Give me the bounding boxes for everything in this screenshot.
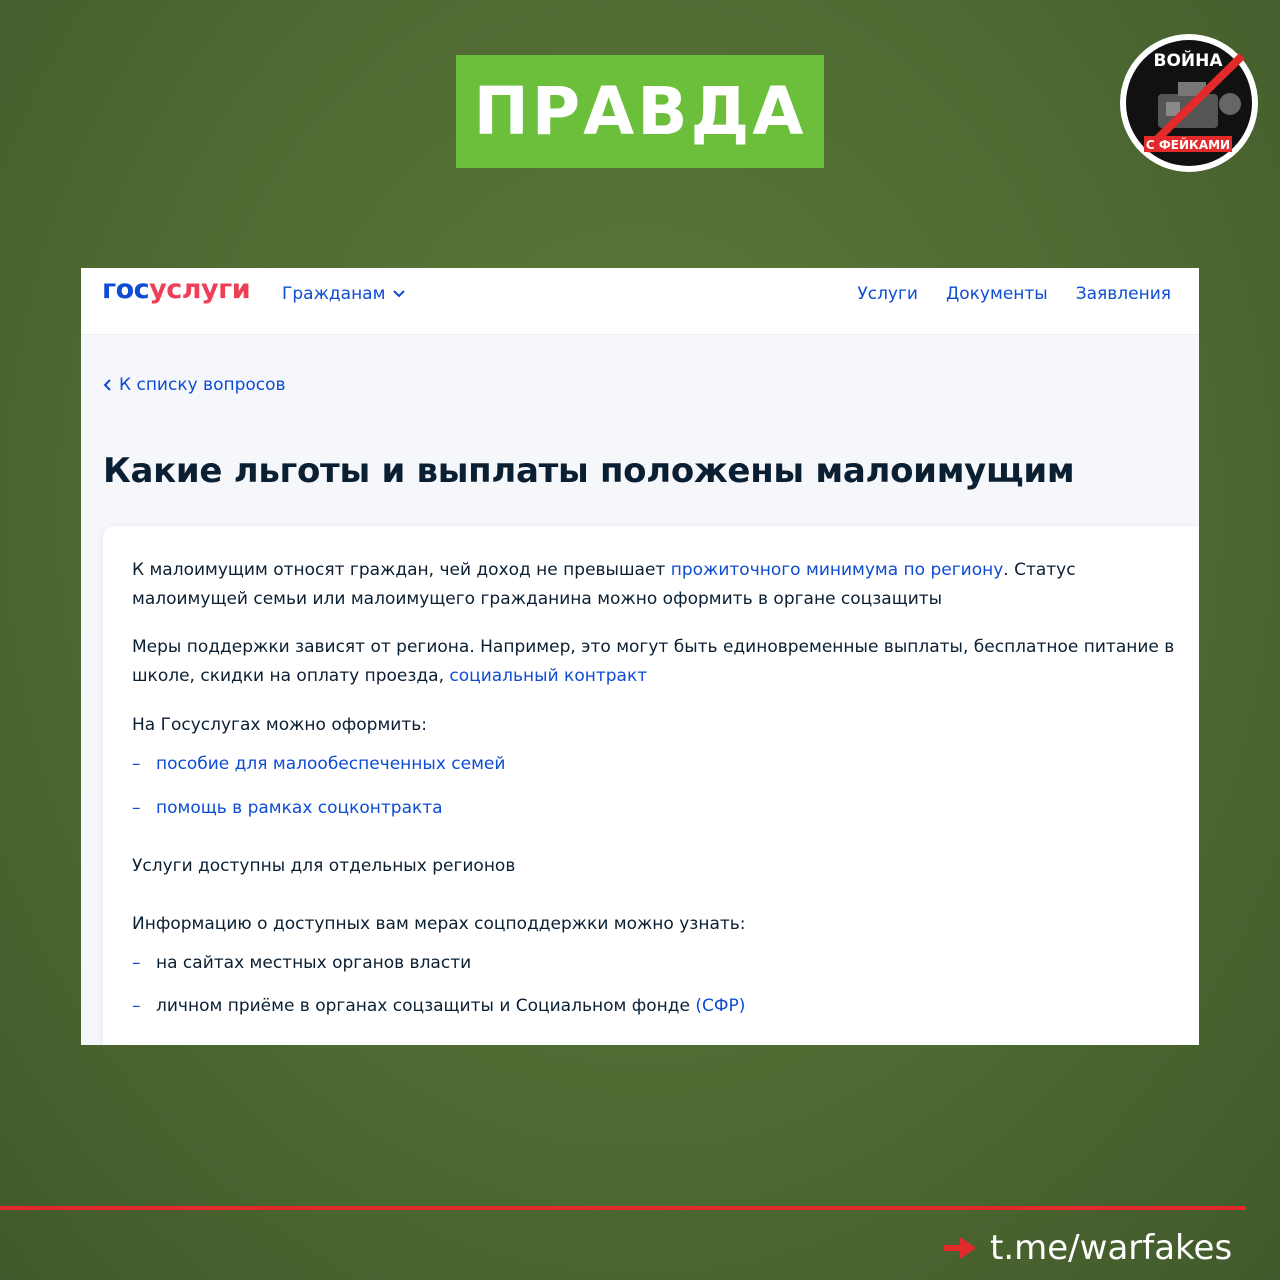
- paragraph-definition: [132, 556, 1182, 614]
- chevron-left-icon: [103, 379, 111, 391]
- list-item: – пособие для малообеспеченных семей: [132, 750, 505, 779]
- arrow-right-icon: [944, 1237, 976, 1259]
- gosuslugi-screenshot: [81, 268, 1199, 1045]
- back-to-questions-link[interactable]: [103, 375, 286, 395]
- logo-text-top: ВОЙНА: [1153, 51, 1223, 71]
- logo-text-bottom: С ФЕЙКАМИ: [1145, 138, 1231, 152]
- p1-text-a: К малоимущим относят граждан, чей доход не превышает: [132, 560, 671, 580]
- gosuslugi-logo[interactable]: [102, 274, 250, 305]
- main-nav: [857, 284, 1171, 304]
- local-authorities-text: на сайтах местных органов власти: [156, 953, 472, 973]
- sfr-link[interactable]: (СФР): [695, 996, 746, 1016]
- social-contract-help-link[interactable]: помощь в рамках соцконтракта: [156, 798, 443, 818]
- paragraph-info: Информацию о доступных вам мерах соцподдержки можно узнать:: [132, 914, 746, 934]
- brand-part1: гос: [102, 274, 150, 305]
- subsistence-minimum-link[interactable]: прожиточного минимума по региону: [670, 560, 1004, 580]
- paragraph-available: На Госуслугах можно оформить:: [132, 715, 427, 735]
- list-item: – на сайтах местных органов власти: [132, 949, 471, 978]
- nav-services[interactable]: Услуги: [857, 284, 918, 304]
- chevron-down-icon: [393, 290, 405, 298]
- paragraph-regions: Услуги доступны для отдельных регионов: [132, 856, 516, 876]
- page-title: Какие льготы и выплаты положены малоимущим: [103, 451, 1075, 491]
- content-card: [103, 526, 1199, 1045]
- site-header: [81, 268, 1199, 335]
- p2-text-a: Меры поддержки зависят от региона. Например, это могут быть единовременные выплаты, бесплатное питание в школе, скидки на оплату проезда,: [132, 637, 1175, 686]
- list-item: – личном приёме в органах соцзащиты и Социальном фонде (СФР): [132, 996, 746, 1016]
- verdict-banner: ПРАВДА: [456, 55, 824, 168]
- citizens-dropdown[interactable]: [282, 284, 405, 304]
- channel-link[interactable]: [944, 1228, 1232, 1268]
- back-link-label: К списку вопросов: [119, 375, 286, 395]
- brand-part2: услуги: [149, 274, 251, 305]
- citizens-label: Гражданам: [282, 284, 386, 304]
- war-on-fakes-logo: [1118, 32, 1260, 174]
- nav-applications[interactable]: Заявления: [1075, 284, 1171, 304]
- divider-line: [0, 1206, 1246, 1210]
- social-contract-link[interactable]: социальный контракт: [449, 666, 648, 686]
- p1-text-b: . Статус малоимущей семьи или малоимущего гражданина можно оформить в органе соцзащиты: [132, 560, 1076, 609]
- paragraph-measures: [132, 633, 1182, 691]
- channel-url: t.me/warfakes: [990, 1228, 1233, 1268]
- nav-documents[interactable]: Документы: [945, 284, 1048, 304]
- list-item: – помощь в рамках соцконтракта: [132, 794, 443, 823]
- personal-visit-text: личном приёме в органах соцзащиты и Социальном фонде: [156, 996, 696, 1016]
- low-income-benefit-link[interactable]: пособие для малообеспеченных семей: [156, 754, 506, 774]
